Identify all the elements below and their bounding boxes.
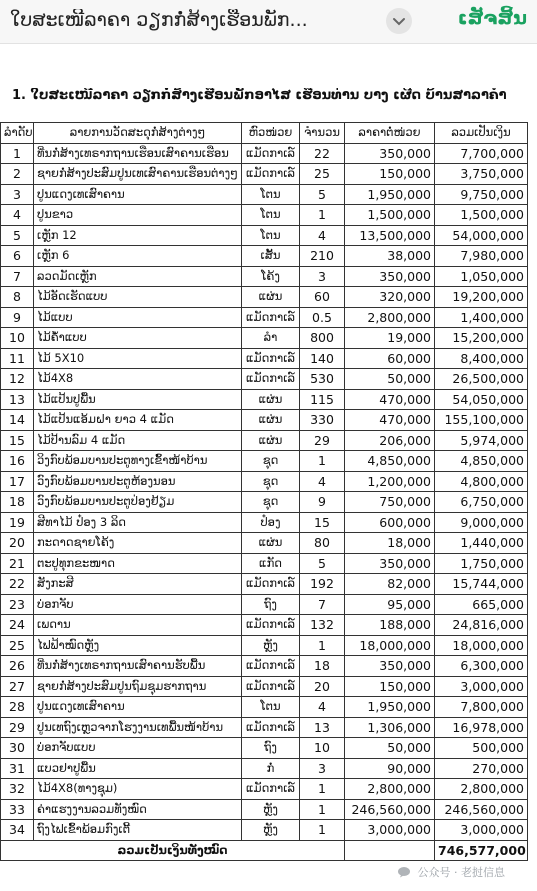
cell-item: ໄມ້ແບບ	[34, 307, 242, 328]
cell-qty: 5	[300, 184, 345, 205]
cell-qty: 115	[300, 389, 345, 410]
cell-unit: ແຜ່ນ	[242, 533, 300, 554]
top-bar	[0, 0, 537, 44]
cell-no: 21	[1, 553, 34, 574]
table-row	[1, 348, 528, 369]
cell-price: 470,000	[345, 389, 435, 410]
cell-no: 15	[1, 430, 34, 451]
cell-price: 50,000	[345, 738, 435, 759]
grand-total-label: ລວມເປັນເງິນທັງໝົດ	[1, 840, 345, 861]
cell-total: 15,200,000	[435, 328, 528, 349]
cell-unit: ແກັດ	[242, 553, 300, 574]
cell-price: 150,000	[345, 164, 435, 185]
cell-no: 34	[1, 820, 34, 841]
table-row	[1, 287, 528, 308]
cell-qty: 132	[300, 615, 345, 636]
cell-item: ຊາຍກໍ່ສ້າງປະສົມປູນເທເສົາຄານເຮືອນຕ່າງໆ	[34, 164, 242, 185]
cell-total: 665,000	[435, 594, 528, 615]
cell-price: 750,000	[345, 492, 435, 513]
cell-total: 9,000,000	[435, 512, 528, 533]
cell-item: ເຫຼັກ 6	[34, 246, 242, 267]
cell-total: 54,050,000	[435, 389, 528, 410]
cell-item: ຄ່າແຮງງານລວມທັງໝົດ	[34, 799, 242, 820]
table-row	[1, 512, 528, 533]
cell-total: 15,744,000	[435, 574, 528, 595]
table-row	[1, 184, 528, 205]
cell-unit: ໂຕນ	[242, 697, 300, 718]
cell-item: ຕະປູທຸກຂະໜາດ	[34, 553, 242, 574]
cell-item: ວິງກົບພ້ອມບານປະຕູທາງເຂົ້າໜ້າບ້ານ	[34, 451, 242, 472]
cell-price: 1,950,000	[345, 184, 435, 205]
grand-total-row	[1, 840, 528, 861]
cell-total: 2,800,000	[435, 779, 528, 800]
col-header-unit: ຫົວໜ່ວຍ	[242, 123, 300, 144]
cell-qty: 13	[300, 717, 345, 738]
cell-item: ໄມ້ແປ້ນປູພື້ນ	[34, 389, 242, 410]
table-row	[1, 143, 528, 164]
cell-price: 350,000	[345, 143, 435, 164]
cell-price: 246,560,000	[345, 799, 435, 820]
cell-total: 4,800,000	[435, 471, 528, 492]
cell-price: 13,500,000	[345, 225, 435, 246]
col-header-item: ລາຍການວັດສະດຸກໍ່ສ້າງຕ່າງໆ	[34, 123, 242, 144]
cell-price: 90,000	[345, 758, 435, 779]
cell-total: 9,750,000	[435, 184, 528, 205]
document-heading: 1. ໃບສະເໜີລາຄາ ວຽກກໍ່ສ້າງເຮືອນພັກອາໄສ ເຮືອນທ່ານ ບາງ ເຜີດ ບ້ານສາລາຄຳ	[12, 88, 507, 103]
table-row	[1, 533, 528, 554]
cell-item: ກະດາດຊາຍໂຄ້ງ	[34, 533, 242, 554]
table-row	[1, 635, 528, 656]
cell-total: 4,850,000	[435, 451, 528, 472]
cell-qty: 1	[300, 635, 345, 656]
cell-no: 29	[1, 717, 34, 738]
table-row	[1, 553, 528, 574]
cell-item: ໄມ້ອັດເຮັດແບບ	[34, 287, 242, 308]
cell-total: 26,500,000	[435, 369, 528, 390]
table-row	[1, 430, 528, 451]
cell-item: ສີທາໄມ້ ປ໋ອງ 3 ລິດ	[34, 512, 242, 533]
cell-total: 500,000	[435, 738, 528, 759]
cell-no: 3	[1, 184, 34, 205]
cell-item: ບ່ອກຈັບແບບ	[34, 738, 242, 759]
chat-bubble-icon	[397, 866, 411, 881]
cell-item: ແບວຢາປູພື້ນ	[34, 758, 242, 779]
cell-unit: ປ໋ອງ	[242, 512, 300, 533]
table-row	[1, 799, 528, 820]
cell-price: 1,200,000	[345, 471, 435, 492]
table-row	[1, 717, 528, 738]
cell-unit: ຫຼັງ	[242, 820, 300, 841]
cell-item: ປູນແດງເທເສົາຄານ	[34, 697, 242, 718]
cell-price: 1,950,000	[345, 697, 435, 718]
cell-no: 2	[1, 164, 34, 185]
cell-no: 25	[1, 635, 34, 656]
cell-qty: 18	[300, 656, 345, 677]
cell-no: 23	[1, 594, 34, 615]
cell-total: 54,000,000	[435, 225, 528, 246]
cell-no: 13	[1, 389, 34, 410]
cell-qty: 1	[300, 205, 345, 226]
table-row	[1, 594, 528, 615]
table-row	[1, 410, 528, 431]
cell-no: 14	[1, 410, 34, 431]
cell-qty: 530	[300, 369, 345, 390]
cell-no: 1	[1, 143, 34, 164]
cell-item: ໄມ້4X8(ທາງຊຸມ)	[34, 779, 242, 800]
cell-unit: ລຳ	[242, 328, 300, 349]
cell-price: 50,000	[345, 369, 435, 390]
cell-no: 17	[1, 471, 34, 492]
cell-item: ເພດານ	[34, 615, 242, 636]
cell-unit: ແຜ່ນ	[242, 430, 300, 451]
cell-unit: ໂຕນ	[242, 225, 300, 246]
cell-unit: ແມັດກາເລ໌	[242, 779, 300, 800]
watermark-text: 公众号 · 老挝信息	[417, 866, 505, 879]
cell-qty: 3	[300, 266, 345, 287]
cell-total: 3,000,000	[435, 676, 528, 697]
cell-no: 33	[1, 799, 34, 820]
cell-qty: 4	[300, 225, 345, 246]
cell-item: ທີ່ນກໍ່ສ້າງເທຣາກຖານເຮືອນເສົາຄານເຮືອນ	[34, 143, 242, 164]
table-row	[1, 164, 528, 185]
grand-total-spacer	[345, 840, 435, 861]
cell-price: 38,000	[345, 246, 435, 267]
cell-total: 270,000	[435, 758, 528, 779]
cell-no: 30	[1, 738, 34, 759]
cell-price: 4,850,000	[345, 451, 435, 472]
cell-unit: ແມັດກາເລ໌	[242, 676, 300, 697]
cell-unit: ແມັດກາເລ໌	[242, 307, 300, 328]
table-header-row	[1, 123, 528, 144]
cell-total: 7,980,000	[435, 246, 528, 267]
cell-no: 16	[1, 451, 34, 472]
cell-price: 1,500,000	[345, 205, 435, 226]
cell-total: 7,700,000	[435, 143, 528, 164]
col-header-total: ລວມເປັນເງິນ	[435, 123, 528, 144]
cell-total: 3,750,000	[435, 164, 528, 185]
cell-qty: 4	[300, 471, 345, 492]
cell-item: ບ່ອກຈັບ	[34, 594, 242, 615]
cell-no: 32	[1, 779, 34, 800]
cell-unit: ໂຕນ	[242, 184, 300, 205]
cell-price: 95,000	[345, 594, 435, 615]
cell-price: 18,000	[345, 533, 435, 554]
cell-total: 19,200,000	[435, 287, 528, 308]
cell-total: 1,750,000	[435, 553, 528, 574]
cell-no: 9	[1, 307, 34, 328]
cell-unit: ແຜ່ນ	[242, 410, 300, 431]
cell-total: 6,300,000	[435, 656, 528, 677]
cell-unit: ໂຕນ	[242, 205, 300, 226]
cell-unit: ເສັ້ນ	[242, 246, 300, 267]
cell-unit: ແມັດກາເລ໌	[242, 164, 300, 185]
cell-total: 16,978,000	[435, 717, 528, 738]
cell-unit: ໂຄ້ງ	[242, 266, 300, 287]
table-row	[1, 328, 528, 349]
cell-qty: 80	[300, 533, 345, 554]
cell-qty: 1	[300, 799, 345, 820]
cell-no: 4	[1, 205, 34, 226]
cell-total: 6,750,000	[435, 492, 528, 513]
cell-no: 6	[1, 246, 34, 267]
cell-unit: ຫຼັງ	[242, 799, 300, 820]
chevron-down-icon	[392, 12, 406, 31]
cell-no: 28	[1, 697, 34, 718]
watermark	[397, 864, 505, 881]
table-row	[1, 758, 528, 779]
cell-item: ປູນຂາວ	[34, 205, 242, 226]
cell-no: 11	[1, 348, 34, 369]
cell-price: 350,000	[345, 656, 435, 677]
cell-price: 82,000	[345, 574, 435, 595]
cell-unit: ແມັດກາເລ໌	[242, 574, 300, 595]
cell-price: 3,000,000	[345, 820, 435, 841]
table-row	[1, 676, 528, 697]
cell-unit: ຫຼັງ	[242, 635, 300, 656]
cell-unit: ຊຸດ	[242, 471, 300, 492]
cell-unit: ແມັດກາເລ໌	[242, 615, 300, 636]
cell-item: ຊາຍກໍ່ສ້າງປະສົມປູນຖົມຊຸມຮາກຖານ	[34, 676, 242, 697]
cell-item: ສັງກະສີ	[34, 574, 242, 595]
table-row	[1, 738, 528, 759]
cell-no: 12	[1, 369, 34, 390]
table-row	[1, 656, 528, 677]
document-title: ໃບສະເໜີລາຄາ ວຽກກໍ່ສ້າງເຮືອນພັກ...	[10, 9, 308, 31]
cell-item: ປູນເທຖົງເຫຼວຈາກໂຮງງານເທພື້ນໜ້າບ້ານ	[34, 717, 242, 738]
cell-unit: ແມັດກາເລ໌	[242, 656, 300, 677]
cell-qty: 3	[300, 758, 345, 779]
cell-total: 8,400,000	[435, 348, 528, 369]
cell-total: 3,000,000	[435, 820, 528, 841]
done-button[interactable]: ເສັຈສິ້ນ	[457, 7, 527, 29]
cell-unit: ແມັດກາເລ໌	[242, 348, 300, 369]
cell-price: 19,000	[345, 328, 435, 349]
cell-total: 24,816,000	[435, 615, 528, 636]
table-row	[1, 820, 528, 841]
quotation-table	[0, 122, 528, 861]
cell-no: 7	[1, 266, 34, 287]
cell-price: 150,000	[345, 676, 435, 697]
cell-qty: 7	[300, 594, 345, 615]
cell-total: 246,560,000	[435, 799, 528, 820]
cell-total: 5,974,000	[435, 430, 528, 451]
cell-no: 10	[1, 328, 34, 349]
table-row	[1, 615, 528, 636]
cell-item: ປູນແດງເທເສົາຄານ	[34, 184, 242, 205]
cell-qty: 1	[300, 779, 345, 800]
cell-price: 350,000	[345, 266, 435, 287]
col-header-price: ລາຄາຕໍ່ໜ່ວຍ	[345, 123, 435, 144]
cell-item: ໄມ້ຄ້ຳແບບ	[34, 328, 242, 349]
table-body	[1, 143, 528, 840]
cell-qty: 25	[300, 164, 345, 185]
cell-total: 1,440,000	[435, 533, 528, 554]
cell-price: 188,000	[345, 615, 435, 636]
cell-price: 350,000	[345, 553, 435, 574]
table-row	[1, 369, 528, 390]
cell-item: ໄມ້4X8	[34, 369, 242, 390]
cell-total: 18,000,000	[435, 635, 528, 656]
cell-qty: 60	[300, 287, 345, 308]
cell-unit: ແມັດກາເລ໌	[242, 143, 300, 164]
cell-item: ວົງກົບພ້ອມບານປະຕູຫ້ອງນອນ	[34, 471, 242, 492]
cell-unit: ແມັດກາເລ໌	[242, 369, 300, 390]
cell-price: 470,000	[345, 410, 435, 431]
table-row	[1, 205, 528, 226]
cell-total: 1,400,000	[435, 307, 528, 328]
cell-no: 8	[1, 287, 34, 308]
table-row	[1, 246, 528, 267]
table-row	[1, 225, 528, 246]
cell-no: 31	[1, 758, 34, 779]
cell-qty: 9	[300, 492, 345, 513]
cell-unit: ແຜ່ນ	[242, 287, 300, 308]
table-row	[1, 471, 528, 492]
cell-no: 20	[1, 533, 34, 554]
table-row	[1, 492, 528, 513]
cell-item: ລວດມັດເຫຼັກ	[34, 266, 242, 287]
table-row	[1, 307, 528, 328]
table-row	[1, 266, 528, 287]
col-header-qty: ຈຳນວນ	[300, 123, 345, 144]
cell-unit: ກໍ່	[242, 758, 300, 779]
cell-price: 2,800,000	[345, 779, 435, 800]
cell-total: 1,050,000	[435, 266, 528, 287]
table-row	[1, 779, 528, 800]
expand-title-button[interactable]	[386, 8, 412, 34]
cell-no: 19	[1, 512, 34, 533]
cell-no: 27	[1, 676, 34, 697]
cell-unit: ແຜ່ນ	[242, 389, 300, 410]
table-row	[1, 574, 528, 595]
cell-price: 600,000	[345, 512, 435, 533]
cell-item: ເຫຼັກ 12	[34, 225, 242, 246]
cell-item: ໄມ້ປ້ານລົມ 4 ແມັດ	[34, 430, 242, 451]
table-row	[1, 697, 528, 718]
cell-item: ໄມ້ 5X10	[34, 348, 242, 369]
cell-qty: 10	[300, 738, 345, 759]
cell-no: 5	[1, 225, 34, 246]
cell-qty: 140	[300, 348, 345, 369]
cell-total: 1,500,000	[435, 205, 528, 226]
cell-price: 1,306,000	[345, 717, 435, 738]
cell-no: 24	[1, 615, 34, 636]
cell-price: 18,000,000	[345, 635, 435, 656]
cell-qty: 330	[300, 410, 345, 431]
cell-item: ໄຟຟ້າໝົດຫຼັງ	[34, 635, 242, 656]
cell-unit: ຖົງ	[242, 594, 300, 615]
cell-price: 2,800,000	[345, 307, 435, 328]
cell-qty: 800	[300, 328, 345, 349]
cell-no: 18	[1, 492, 34, 513]
cell-qty: 22	[300, 143, 345, 164]
cell-no: 26	[1, 656, 34, 677]
cell-qty: 5	[300, 553, 345, 574]
cell-qty: 15	[300, 512, 345, 533]
cell-no: 22	[1, 574, 34, 595]
cell-unit: ແມັດກາເລ໌	[242, 717, 300, 738]
cell-price: 60,000	[345, 348, 435, 369]
cell-item: ວົງກົບພ້ອມບານປະຕູປ່ອງຢ້ຽມ	[34, 492, 242, 513]
cell-qty: 192	[300, 574, 345, 595]
table-row	[1, 389, 528, 410]
cell-price: 206,000	[345, 430, 435, 451]
cell-price: 320,000	[345, 287, 435, 308]
cell-qty: 0.5	[300, 307, 345, 328]
cell-total: 7,800,000	[435, 697, 528, 718]
cell-unit: ຊຸດ	[242, 451, 300, 472]
grand-total-value: 746,577,000	[435, 840, 528, 861]
cell-qty: 29	[300, 430, 345, 451]
cell-qty: 4	[300, 697, 345, 718]
cell-qty: 20	[300, 676, 345, 697]
cell-item: ທີ່ນກໍ່ສ້າງເທຣາກຖານເສົາຄານຮັບພື້ນ	[34, 656, 242, 677]
cell-qty: 1	[300, 820, 345, 841]
cell-item: ໄມ້ແປ້ນແອ້ມຝາ ຍາວ 4 ແມັດ	[34, 410, 242, 431]
cell-unit: ຊຸດ	[242, 492, 300, 513]
table-row	[1, 451, 528, 472]
cell-unit: ຖົງ	[242, 738, 300, 759]
cell-item: ຖົງໄຟເຂົ້າພ້ອມກົງເຕີ້	[34, 820, 242, 841]
cell-qty: 1	[300, 451, 345, 472]
cell-total: 155,100,000	[435, 410, 528, 431]
col-header-no: ລຳດັບ	[1, 123, 34, 144]
cell-qty: 210	[300, 246, 345, 267]
